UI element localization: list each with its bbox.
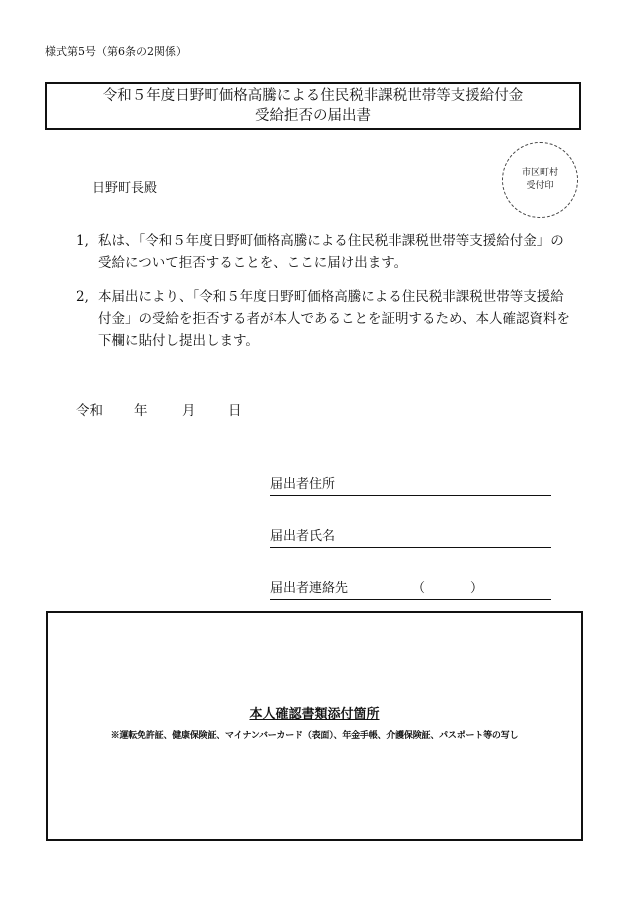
attachment-note: ※運転免許証、健康保険証、マイナンバーカード（表面）、年金手帳、介護保険証、パスポート等の写し [110,731,519,741]
title-line-2: 受給拒否の届出書 [255,108,371,124]
date-month[interactable]: 月 [182,403,196,419]
document-title [45,82,581,130]
date-year[interactable]: 年 [134,403,148,419]
item-number: 2, [76,289,89,305]
contact-paren-open: （ [412,581,426,596]
name-label: 届出者氏名 [270,529,336,544]
item-number: 1, [76,233,89,249]
attachment-heading: 本人確認書類添付箇所 [249,707,380,722]
form-number: 様式第5号（第6条の2関係） [45,45,187,58]
stamp-label-line-2: 受付印 [526,181,554,191]
date-era: 令和 [76,403,103,419]
contact-paren-close: ） [470,581,484,596]
date-row [76,399,242,419]
item-text: 私は、「令和５年度日野町価格高騰による住民税非課税世帯等支援給付金」の受給について拒否することを、ここに届け出ます。 [98,233,564,271]
id-document-attachment-area[interactable] [46,611,583,841]
statement-item-1 [76,230,576,274]
address-field[interactable] [270,474,551,496]
name-field[interactable] [270,526,551,548]
item-text: 本届出により、「令和５年度日野町価格高騰による住民税非課税世帯等支援給付金」の受給を拒否する者が本人であることを証明するため、本人確認資料を下欄に貼付し提出します。 [98,289,570,349]
contact-label: 届出者連絡先 [270,581,349,596]
stamp-label-line-1: 市区町村 [521,168,558,178]
addressee: 日野町長殿 [92,181,158,196]
reception-stamp-area [502,142,578,218]
contact-field[interactable] [270,578,551,600]
date-day[interactable]: 日 [228,403,242,419]
title-line-1: 令和５年度日野町価格高騰による住民税非課税世帯等支援給付金 [102,88,524,104]
address-label: 届出者住所 [270,477,336,492]
statement-item-2 [76,286,576,352]
